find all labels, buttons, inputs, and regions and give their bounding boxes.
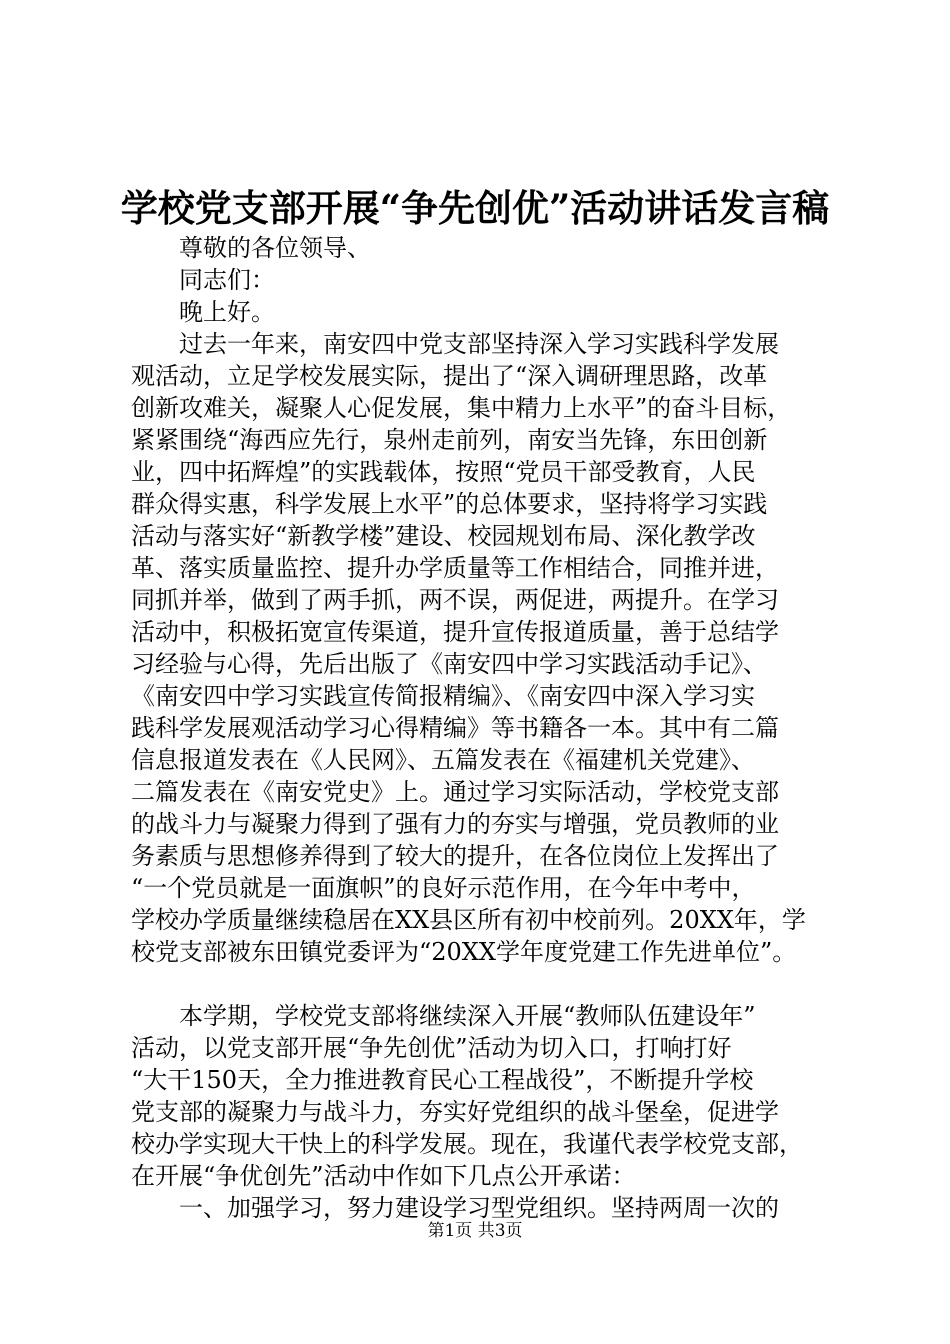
document-body [131,232,841,1224]
text-line: 党支部的凝聚力与战斗力，夯实好党组织的战斗堡垒，促进学 [131,1098,779,1126]
text-line: 晚上好。 [179,298,275,326]
text-line: 校党支部被东田镇党委评为“20XX学年度党建工作先进单位”。 [131,938,797,966]
text-line: 的战斗力与凝聚力得到了强有力的夯实与增强，党员教师的业 [131,810,779,838]
text-line: 创新攻难关，凝聚人心促发展，集中精力上水平”的奋斗目标， [131,394,792,422]
text-line: 过去一年来，南安四中党支部坚持深入学习实践科学发展 [179,330,779,358]
text-line: 活动，以党支部开展“争先创优”活动为切入口，打响打好 [131,1034,732,1062]
text-line: 在开展“争优创先”活动中作如下几点公开承诺： [131,1162,636,1190]
text-line: 革、落实质量监控、提升办学质量等工作相结合，同推并进， [131,554,779,582]
text-line: 同志们： [179,266,275,294]
text-line: 校办学实现大干快上的科学发展。现在，我谨代表学校党支部， [131,1130,803,1158]
text-line: 《南安四中学习实践宣传简报精编》、《南安四中深入学习实 [131,682,755,710]
text-line: 一、加强学习，努力建设学习型党组织。坚持两周一次的 [179,1194,779,1222]
document-title: 学校党支部开展“争先创优”活动讲话发言稿 [120,186,830,230]
text-line: 学校办学质量继续稳居在XX县区所有初中校前列。20XX年，学 [131,906,806,934]
text-line: 群众得实惠，科学发展上水平”的总体要求，坚持将学习实践 [131,490,768,518]
text-line: “大干150天，全力推进教育民心工程战役”，不断提升学校 [131,1066,754,1094]
text-line: 紧紧围绕“海西应先行，泉州走前列，南安当先锋，东田创新 [131,426,768,454]
text-line: 践科学发展观活动学习心得精编》等书籍各一本。其中有二篇 [131,714,779,742]
text-line: 务素质与思想修养得到了较大的提升，在各位岗位上发挥出了 [131,842,779,870]
text-line: 活动与落实好“新教学楼”建设、校园规划布局、深化教学改 [131,522,756,550]
text-line: 习经验与心得，先后出版了《南安四中学习实践活动手记》、 [131,650,767,678]
text-line: “一个党员就是一面旗帜”的良好示范作用，在今年中考中， [131,874,756,902]
text-line: 二篇发表在《南安党史》上。通过学习实际活动，学校党支部 [131,778,779,806]
text-line: 业，四中拓辉煌”的实践载体，按照“党员干部受教育，人民 [131,458,756,486]
page-footer: 第1页 共3页 [427,1221,523,1241]
paragraph-gap [131,968,841,1000]
text-line: 观活动，立足学校发展实际，提出了“深入调研理思路，改革 [131,362,768,390]
text-line: 尊敬的各位领导、 [179,234,371,262]
text-line: 同抓并举，做到了两手抓，两不误，两促进，两提升。在学习 [131,586,779,614]
text-line: 信息报道发表在《人民网》、五篇发表在《福建机关党建》、 [131,746,755,774]
text-line: 活动中，积极拓宽宣传渠道，提升宣传报道质量，善于总结学 [131,618,779,646]
text-line: 本学期，学校党支部将继续深入开展“教师队伍建设年” [179,1002,756,1030]
